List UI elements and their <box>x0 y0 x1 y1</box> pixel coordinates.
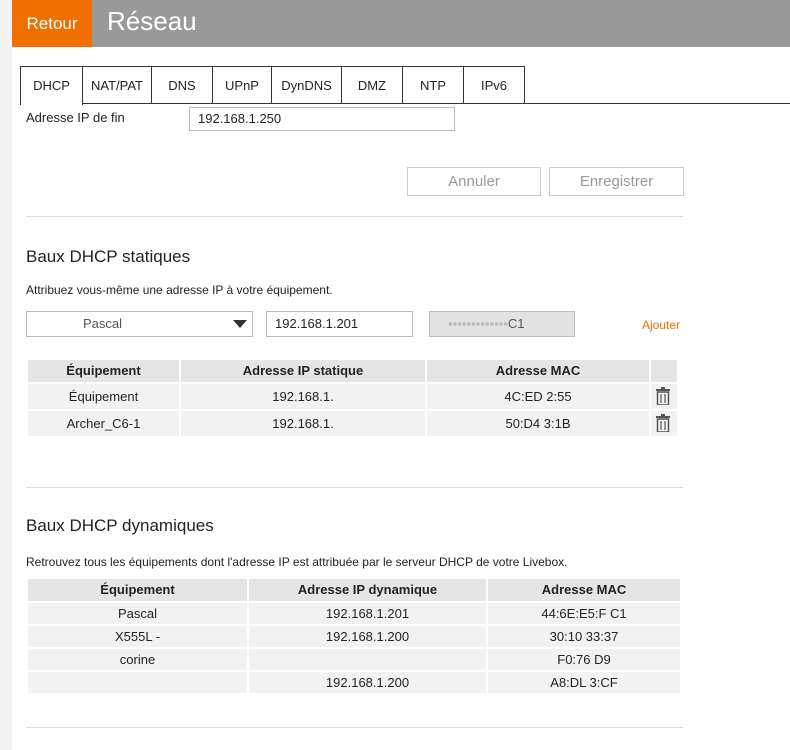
mac-address-value: C1 <box>507 316 525 331</box>
mac-address-field[interactable] <box>429 311 575 337</box>
table-row: Pascal <box>28 603 247 624</box>
table-row: Équipement <box>28 384 179 409</box>
dynamic-leases-description: Retrouvez tous les équipements dont l'adresse IP est attribuée par le serveur DHCP de votre Livebox. <box>26 555 568 569</box>
static-ip-input[interactable]: 192.168.1.201 <box>266 311 413 337</box>
tab-dhcp[interactable]: DHCP <box>20 66 83 105</box>
trash-icon[interactable] <box>655 414 671 432</box>
end-ip-input[interactable]: 192.168.1.250 <box>189 107 455 131</box>
divider <box>26 727 683 728</box>
table-cell-mac: 30:10 33:37 <box>488 626 680 647</box>
static-leases-description: Attribuez vous-même une adresse IP à votre équipement. <box>26 283 333 297</box>
device-select-value: Pascal <box>83 316 123 331</box>
chevron-down-icon[interactable] <box>233 320 247 328</box>
end-ip-label: Adresse IP de fin <box>26 110 125 125</box>
table-row: Archer_C6-1 <box>28 411 179 436</box>
static-col-mac: Adresse MAC <box>427 360 649 382</box>
table-cell-mac: F0:76 D9 <box>488 649 680 670</box>
tab-dmz[interactable]: DMZ <box>341 66 403 103</box>
static-col-actions <box>651 360 677 382</box>
tab-ipv6[interactable]: IPv6 <box>463 66 525 103</box>
left-margin-strip <box>0 0 12 750</box>
device-select[interactable] <box>26 311 253 337</box>
mac-redacted-part: ▪▪▪▪▪▪▪▪▪▪▪▪▪ <box>448 316 508 331</box>
dynamic-col-device: Équipement <box>28 579 247 601</box>
cancel-button[interactable]: Annuler <box>407 167 541 196</box>
back-button[interactable]: Retour <box>12 0 92 47</box>
save-button[interactable]: Enregistrer <box>549 167 684 196</box>
table-cell-ip: 192.168.1. <box>181 384 425 409</box>
table-cell-ip: 192.168.1.200 <box>249 626 486 647</box>
static-col-device: Équipement <box>28 360 179 382</box>
table-cell-mac: 44:6E:E5:F C1 <box>488 603 680 624</box>
table-cell-ip: 192.168.1.201 <box>249 603 486 624</box>
add-static-lease-link[interactable]: Ajouter <box>642 318 681 332</box>
divider <box>26 216 683 217</box>
table-row: X555L - <box>28 626 247 647</box>
table-cell-ip <box>249 649 486 670</box>
dynamic-col-mac: Adresse MAC <box>488 579 680 601</box>
divider <box>26 487 683 488</box>
tab-ntp[interactable]: NTP <box>402 66 464 103</box>
table-cell-ip: 192.168.1. <box>181 411 425 436</box>
table-cell-mac: 50:D4 3:1B <box>427 411 649 436</box>
tab-upnp[interactable]: UPnP <box>212 66 272 103</box>
table-cell-mac: 4C:ED 2:55 <box>427 384 649 409</box>
dynamic-leases-title: Baux DHCP dynamiques <box>26 516 214 535</box>
table-cell-mac: A8:DL 3:CF <box>488 672 680 693</box>
table-row: corine <box>28 649 247 670</box>
trash-icon[interactable] <box>655 387 671 405</box>
tab-dyndns[interactable]: DynDNS <box>271 66 342 103</box>
table-row <box>28 672 247 693</box>
page-title: Réseau <box>107 6 197 36</box>
static-leases-title: Baux DHCP statiques <box>26 247 191 266</box>
tab-nat-pat[interactable]: NAT/PAT <box>82 66 152 103</box>
table-cell-ip: 192.168.1.200 <box>249 672 486 693</box>
static-col-ip: Adresse IP statique <box>181 360 425 382</box>
tab-dns[interactable]: DNS <box>151 66 213 103</box>
dynamic-col-ip: Adresse IP dynamique <box>249 579 486 601</box>
